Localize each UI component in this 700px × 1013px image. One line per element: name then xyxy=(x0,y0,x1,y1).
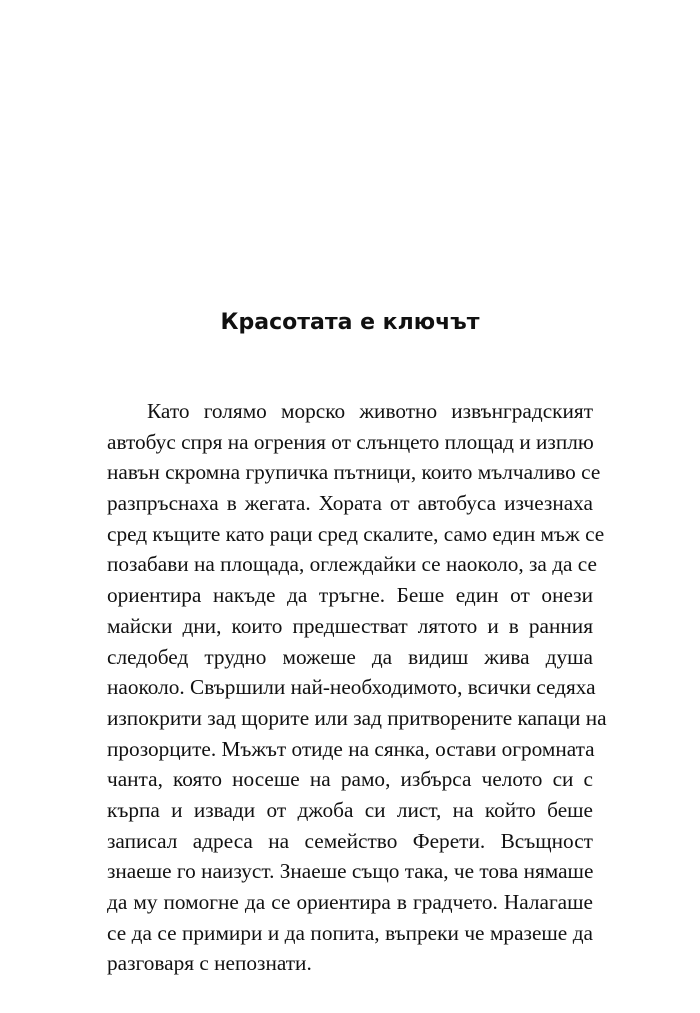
text-line: наоколо. Свършили най-необходимото, всички седяха xyxy=(107,675,596,700)
text-line: кърпа и извади от джоба си лист, на който беше xyxy=(107,797,593,822)
text-line: да му помогне да се ориентира в градчето. Налагаше xyxy=(107,890,593,914)
text-line: изпокрити зад щорите или зад притворените капаци на xyxy=(107,705,607,730)
text-line: позабави на площада, оглеждайки се наоколо, за да се xyxy=(107,552,597,577)
text-line: знаеше го наизуст. Знаеше също така, че това нямаше xyxy=(107,859,594,884)
text-line: следобед трудно можеше да видиш жива душа xyxy=(107,644,593,669)
body-paragraph xyxy=(107,396,607,979)
text-line: разговаря с непознати. xyxy=(107,951,312,976)
chapter-title: Красотата е ключът xyxy=(220,310,480,335)
text-line: ориентира накъде да тръгне. Беше един от онези xyxy=(107,583,593,608)
text-line: майски дни, които предшестват лятото и в ранния xyxy=(107,613,593,638)
text-line: сред къщите като раци сред скалите, само един мъж се xyxy=(107,521,605,546)
text-line: записал адреса на семейство Ферети. Всъщност xyxy=(107,828,593,853)
text-line: автобус спря на огрения от слънцето площад и изплю xyxy=(107,429,594,454)
text-line: прозорците. Мъжът отиде на сянка, остави огромната xyxy=(107,736,595,761)
text-line: разпръснаха в жегата. Хората от автобуса изчезнаха xyxy=(107,491,593,516)
text-line: се да се примири и да попита, въпреки че мразеше да xyxy=(107,920,593,945)
text-line: Като голямо морско животно извънградският xyxy=(147,399,593,423)
text-line: чанта, която носеше на рамо, избърса челото си с xyxy=(107,767,593,792)
text-line: навън скромна групичка пътници, които мълчаливо се xyxy=(107,460,601,485)
